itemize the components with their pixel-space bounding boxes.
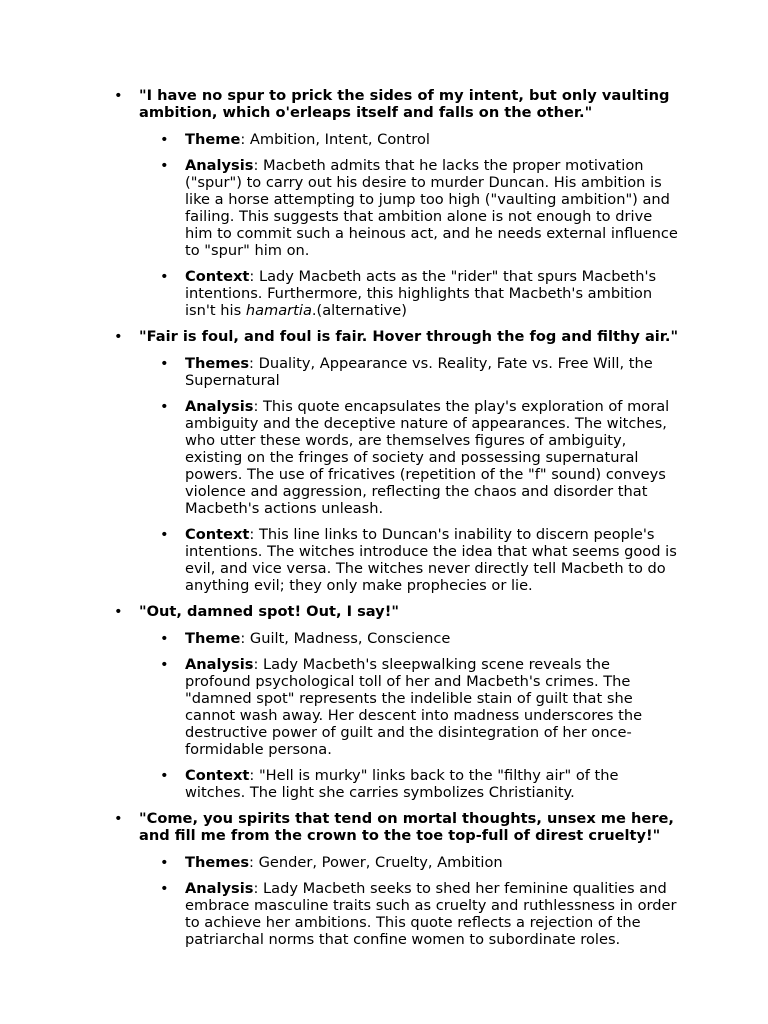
bullet-icon: •	[114, 328, 123, 345]
bullet-icon: •	[114, 603, 123, 620]
quote-item	[0, 87, 679, 319]
point-emphasis: hamartia	[245, 302, 312, 319]
quote-text: "I have no spur to prick the sides of my intent, but only vaulting ambition, which o'erleaps itself and falls on the other."	[139, 87, 670, 121]
point-text: : Macbeth admits that he lacks the proper motivation ("spur") to carry out his desire to murder Duncan. His ambition is like a horse attempting to jump too high ("vaulting ambition") and failing. This suggests that ambition alone is not enough to drive him to commit such a heinous act, and he needs external influence to "spur" him on.	[185, 157, 678, 259]
bullet-icon: •	[160, 398, 169, 415]
point-label: Analysis	[185, 880, 254, 897]
point-item	[139, 157, 680, 259]
point-item	[139, 854, 680, 871]
quote-item	[0, 810, 679, 948]
point-label: Themes	[185, 355, 250, 372]
bullet-icon: •	[160, 854, 169, 871]
quote-text: "Come, you spirits that tend on mortal thoughts, unsex me here, and fill me from the crown to the toe top-full of direst cruelty!"	[139, 810, 674, 844]
point-text: : Lady Macbeth seeks to shed her feminine qualities and embrace masculine traits such as cruelty and ruthlessness in order to achieve her ambitions. This quote reflects a rejection of the patriarchal norms that confine women to subordinate roles.	[185, 880, 677, 948]
point-label: Theme	[185, 131, 241, 148]
bullet-icon: •	[160, 355, 169, 372]
quote-item	[0, 603, 679, 801]
point-text: : This line links to Duncan's inability to discern people's intentions. The witches introduce the idea that what seems good is evil, and vice versa. The witches never directly tell Macbeth to do anything evil; they only make prophecies or lie.	[185, 526, 677, 594]
point-item	[139, 131, 680, 148]
point-text: : Gender, Power, Cruelty, Ambition	[249, 854, 503, 871]
point-item	[139, 398, 680, 517]
point-label: Themes	[185, 854, 250, 871]
point-item	[139, 630, 680, 647]
point-list	[139, 854, 679, 948]
bullet-icon: •	[160, 880, 169, 897]
point-label: Analysis	[185, 157, 254, 174]
point-item	[139, 268, 680, 319]
point-list	[139, 131, 679, 319]
point-text: : This quote encapsulates the play's exploration of moral ambiguity and the deceptive nature of appearances. The witches, who utter these words, are themselves figures of ambiguity, existing on the fringes of society and possessing supernatural powers. The use of fricatives (repetition of the "f" sound) conveys violence and aggression, reflecting the chaos and disorder that Macbeth's actions unleash.	[185, 398, 670, 517]
point-list	[139, 630, 679, 801]
point-text-after: .(alternative)	[311, 302, 407, 319]
bullet-icon: •	[160, 767, 169, 784]
point-text: : Guilt, Madness, Conscience	[240, 630, 451, 647]
bullet-icon: •	[160, 630, 169, 647]
point-label: Context	[185, 767, 250, 784]
bullet-icon: •	[160, 157, 169, 174]
quote-list	[0, 87, 768, 957]
point-label: Context	[185, 526, 250, 543]
bullet-icon: •	[160, 526, 169, 543]
point-label: Theme	[185, 630, 241, 647]
point-text: : Ambition, Intent, Control	[240, 131, 430, 148]
point-label: Analysis	[185, 656, 254, 673]
bullet-icon: •	[114, 87, 123, 104]
bullet-icon: •	[160, 131, 169, 148]
point-list	[139, 355, 679, 594]
point-label: Analysis	[185, 398, 254, 415]
point-text: : Duality, Appearance vs. Reality, Fate vs. Free Will, the Supernatural	[185, 355, 653, 389]
point-label: Context	[185, 268, 250, 285]
point-item	[139, 526, 680, 594]
point-item	[139, 355, 680, 389]
quote-text: "Fair is foul, and foul is fair. Hover through the fog and filthy air."	[139, 328, 679, 345]
quote-item	[0, 328, 679, 594]
point-text: : Lady Macbeth acts as the "rider" that spurs Macbeth's intentions. Furthermore, this highlights that Macbeth's ambition isn't his	[185, 268, 657, 319]
bullet-icon: •	[160, 268, 169, 285]
point-text: : Lady Macbeth's sleepwalking scene reveals the profound psychological toll of her and Macbeth's crimes. The "damned spot" represents the indelible stain of guilt that she cannot wash away. Her descent into madness underscores the destructive power of guilt and the disintegration of her once-formidable persona.	[185, 656, 643, 758]
point-item	[139, 880, 680, 948]
bullet-icon: •	[160, 656, 169, 673]
quote-text: "Out, damned spot! Out, I say!"	[139, 603, 399, 620]
point-item	[139, 656, 680, 758]
point-item	[139, 767, 680, 801]
bullet-icon: •	[114, 810, 123, 827]
point-text: : "Hell is murky" links back to the "filthy air" of the witches. The light she carries symbolizes Christianity.	[185, 767, 619, 801]
